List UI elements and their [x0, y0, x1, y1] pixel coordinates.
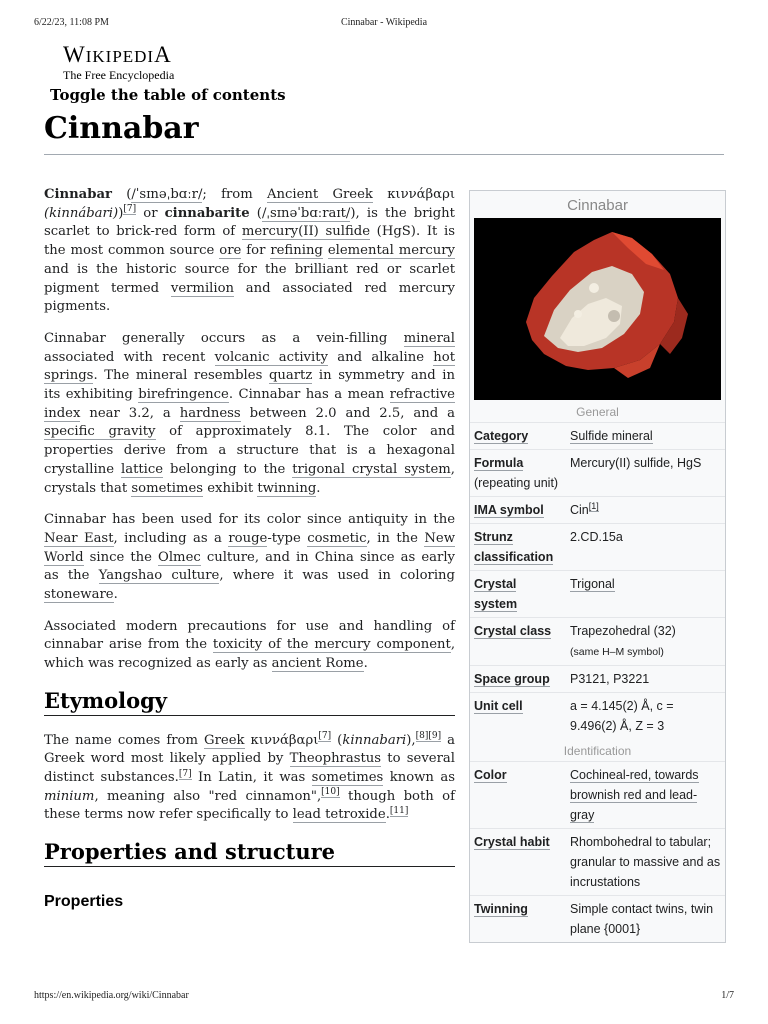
link-near-east[interactable]: Near East [44, 530, 114, 546]
infobox-section-general: General [576, 405, 619, 419]
link-twinning[interactable]: twinning [257, 480, 317, 496]
link-sometimes[interactable]: sometimes [131, 480, 204, 496]
label-unit-cell[interactable]: Unit cell [474, 699, 523, 713]
print-footer [34, 990, 734, 1004]
heading-etymology: Etymology [44, 692, 455, 716]
value-twinning: Simple contact twins, twin plane {0001} [566, 896, 725, 943]
infobox-general-table [470, 422, 725, 739]
infobox [469, 190, 726, 943]
page-title: Cinnabar [44, 110, 724, 155]
infobox-image[interactable] [474, 218, 721, 400]
link-yangshao-culture[interactable]: Yangshao culture [98, 568, 220, 584]
print-title: Cinnabar - Wikipedia [340, 17, 428, 28]
label-strunz[interactable]: Strunz classification [474, 530, 554, 564]
infobox-row [470, 571, 725, 618]
intro-paragraph-1: Cinnabar (/ˈsɪnəˌbɑːr/; from Ancient Greek κιννάβαρι (kinnábari))[7] or cinnabarite (/ˌsɪnəˈbɑːraɪt/), is the bright scarlet to brick-red form of mercury(II) sulfide (HgS). It is the most common source ore for refining elemental mercury and is the historic source for the brilliant red or scarlet pigment termed vermilion and associated red mercury pigments. [44, 187, 456, 315]
wikipedia-wordmark: WIKIPEDIA [63, 42, 172, 67]
link-vermilion[interactable]: vermilion [170, 280, 235, 296]
pronunciation-link[interactable]: /ˈsɪnəˌbɑːr/ [131, 187, 203, 202]
link-hardness[interactable]: hardness [179, 405, 241, 421]
value-unit-cell: a = 4.145(2) Å, c = 9.496(2) Å, Z = 3 [566, 693, 725, 740]
label-ima-symbol[interactable]: IMA symbol [474, 503, 544, 517]
link-toxicity[interactable]: toxicity of the mercury component [212, 637, 451, 653]
label-crystal-system[interactable]: Crystal system [474, 577, 518, 611]
infobox-row [470, 693, 725, 740]
link-lead-tetroxide[interactable]: lead tetroxide [292, 807, 386, 823]
value-ima-symbol: Cin [570, 503, 589, 517]
ref-7b[interactable]: [7] [318, 731, 332, 742]
ref-8-9[interactable]: [8][9] [415, 731, 442, 742]
link-lattice[interactable]: lattice [120, 461, 164, 477]
print-header [34, 17, 734, 31]
etymology-paragraph: The name comes from Greek κιννάβαρι[7] (kinnabari),[8][9] a Greek word most likely applied by Theophrastus to several distinct substances.[7] In Latin, it was sometimes known as minium, meaning also "red cinnamon",[10] though both of these terms now refer specifically to lead tetroxide.[11] [44, 731, 456, 823]
label-space-group[interactable]: Space group [474, 672, 550, 686]
link-ore[interactable]: ore [219, 243, 242, 259]
infobox-row [470, 497, 725, 524]
value-strunz: 2.CD.15a [566, 524, 725, 571]
value-formula: Mercury(II) sulfide, HgS [566, 450, 725, 497]
pronunciation-link-2[interactable]: /ˌsɪnəˈbɑːraɪt/ [261, 205, 351, 221]
link-birefringence[interactable]: birefringence [138, 387, 229, 403]
link-rouge[interactable]: rouge [228, 530, 268, 546]
link-trigonal-crystal-system[interactable]: trigonal crystal system [292, 461, 451, 477]
label-formula[interactable]: Formula [474, 456, 524, 470]
article-body [44, 186, 455, 912]
value-color[interactable]: Cochineal-red, towards brownish red and lead-gray [570, 768, 699, 822]
link-ancient-greek[interactable]: Ancient Greek [267, 187, 373, 202]
infobox-row: Crystal class Trapezohedral (32) (same H–M symbol) [470, 618, 725, 666]
link-cosmetic[interactable]: cosmetic [307, 530, 367, 546]
link-elemental-mercury[interactable]: elemental mercury [327, 243, 456, 259]
print-page-number: 1/7 [721, 990, 734, 1001]
link-theophrastus[interactable]: Theophrastus [289, 751, 382, 767]
infobox-row [470, 423, 725, 450]
intro-paragraph-4: Associated modern precautions for use and handling of cinnabar arise from the toxicity of the mercury component, which was recognized as early as ancient Rome. [44, 618, 456, 672]
ref-10[interactable]: [10] [321, 787, 340, 798]
heading-properties: Properties [44, 892, 124, 910]
link-stoneware[interactable]: stoneware [44, 587, 114, 603]
intro-paragraph-3: Cinnabar has been used for its color since antiquity in the Near East, including as a rouge-type cosmetic, in the New World since the Olmec culture, and in China since as early as the Yangshao culture, where it was used in coloring stoneware. [44, 512, 456, 603]
label-twinning[interactable]: Twinning [474, 902, 528, 916]
label-crystal-class[interactable]: Crystal class [474, 624, 552, 638]
ref-7[interactable]: [7] [123, 204, 137, 215]
link-olmec[interactable]: Olmec [158, 549, 201, 565]
link-mercury-sulfide[interactable]: mercury(II) sulfide [241, 224, 370, 240]
infobox-title: Cinnabar [567, 197, 628, 214]
intro-paragraph-2: Cinnabar generally occurs as a vein-filling mineral associated with recent volcanic activity and alkaline hot springs. The mineral resembles quartz in symmetry and in its exhibiting birefringence. Cinnabar has a mean refractive index near 3.2, a hardness between 2.0 and 2.5, and a specific gravity of approximately 8.1. The color and properties derive from a structure that is a hexagonal crystalline lattice belonging to the trigonal crystal system, crystals that sometimes exhibit twinning. [44, 330, 455, 496]
link-ancient-rome[interactable]: ancient Rome [271, 656, 364, 672]
link-quartz[interactable]: quartz [268, 368, 313, 384]
value-crystal-class: Trapezohedral (32) [570, 624, 676, 638]
infobox-row [470, 762, 725, 829]
wikipedia-logo[interactable] [63, 42, 174, 83]
link-volcanic-activity[interactable]: volcanic activity [214, 349, 328, 365]
label-category[interactable]: Category [474, 429, 529, 443]
infobox-row: Formula (repeating unit) Mercury(II) sulfide, HgS [470, 450, 725, 497]
value-space-group: P3121, P3221 [566, 666, 725, 693]
link-specific-gravity[interactable]: specific gravity [44, 424, 156, 440]
value-crystal-habit: Rhombohedral to tabular; granular to massive and as incrustations [566, 829, 725, 896]
infobox-row [470, 666, 725, 693]
link-refractive-index[interactable]: refractive index [44, 387, 455, 421]
infobox-section-identification: Identification [563, 744, 632, 758]
ref-1[interactable]: [1] [588, 500, 599, 511]
print-url: https://en.wikipedia.org/wiki/Cinnabar [34, 990, 189, 1001]
label-crystal-habit[interactable]: Crystal habit [474, 835, 550, 849]
wikipedia-tagline: The Free Encyclopedia [63, 68, 175, 82]
link-new-world[interactable]: New World [44, 530, 455, 565]
value-category[interactable]: Sulfide mineral [570, 429, 653, 443]
infobox-row [470, 829, 725, 896]
ref-11[interactable]: [11] [389, 806, 409, 816]
link-hot-springs[interactable]: hot springs [44, 349, 455, 384]
link-refining[interactable]: refining [270, 243, 323, 259]
infobox-row [470, 896, 725, 943]
heading-properties-structure: Properties and structure [44, 843, 455, 867]
infobox-ident-table [470, 761, 725, 942]
link-mineral[interactable]: mineral [403, 330, 455, 346]
toggle-toc-button[interactable]: Toggle the table of contents [50, 86, 286, 104]
value-crystal-system[interactable]: Trigonal [570, 577, 615, 591]
link-sometimes-2[interactable]: sometimes [311, 769, 384, 785]
label-color[interactable]: Color [474, 768, 507, 782]
link-greek[interactable]: Greek [204, 732, 245, 748]
infobox-row [470, 524, 725, 571]
cinnabar-specimen-image [474, 218, 721, 400]
ref-7c[interactable]: [7] [178, 768, 192, 779]
print-date: 6/22/23, 11:08 PM [34, 17, 109, 28]
